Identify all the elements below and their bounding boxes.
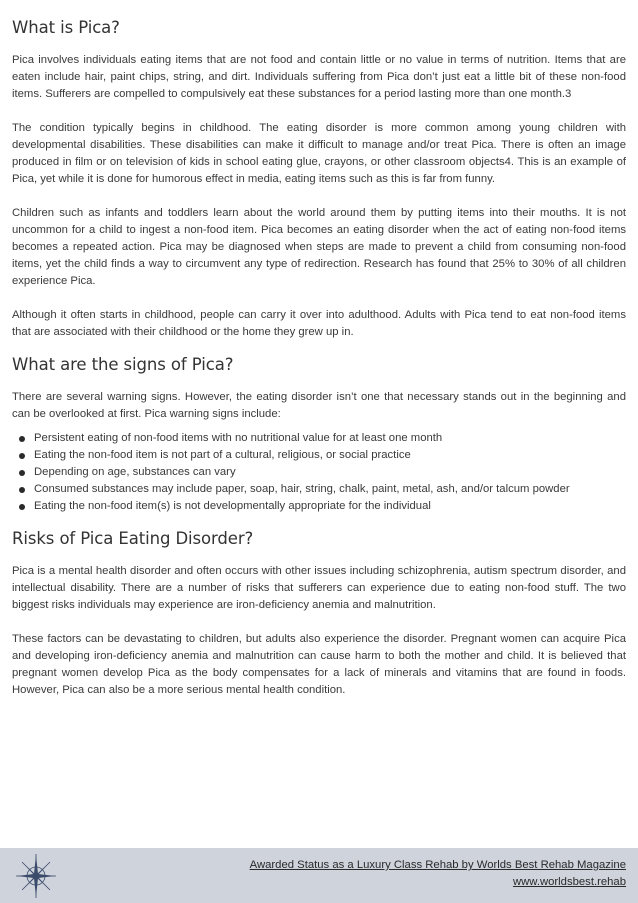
list-item — [34, 464, 626, 481]
heading-signs-of-pica: What are the signs of Pica? — [12, 355, 234, 374]
list-item-text: Eating the non-food item(s) is not developmentally appropriate for the individual — [34, 500, 431, 512]
paragraph: Pica involves individuals eating items that are not food and contain little or no value in terms of nutrition. Items that are eaten include hair, paint chips, string, and dirt. Individuals suffering from Pica don’t just eat a little bit of these non-food items. Sufferers are compelled to compulsively eat these substances for a period lasting more than one month.3 — [12, 54, 626, 100]
bullet-icon — [19, 453, 25, 459]
paragraph: The condition typically begins in childhood. The eating disorder is more common among young children with developmental disabilities. These disabilities can make it difficult to manage and/or treat Pica. There is often an image produced in film or on television of kids in school eating glue, crayons, or other classroom objects4. This is an example of Pica, yet while it is done for humorous effect in media, eating items such as this is far from funny. — [12, 122, 626, 185]
list-item-text: Persistent eating of non-food items with no nutritional value for at least one month — [34, 432, 443, 444]
paragraph: Children such as infants and toddlers learn about the world around them by putting items into their mouths. It is not uncommon for a child to ingest a non-food item. Pica becomes an eating disorder when the act of eating non-food items becomes a repeated action. Pica may be diagnosed when steps are made to prevent a child from consuming non-food items, yet the child finds a way to circumvent any type of redirection. Research has found that 25% to 30% of all children experience Pica. — [12, 207, 626, 287]
document-content — [12, 16, 626, 699]
list-item — [34, 430, 626, 447]
heading-risks-of-pica: Risks of Pica Eating Disorder? — [12, 529, 254, 548]
heading-what-is-pica: What is Pica? — [12, 18, 120, 37]
bullet-icon — [19, 436, 25, 442]
page-footer — [0, 848, 638, 903]
list-item — [34, 498, 626, 515]
bullet-icon — [19, 470, 25, 476]
website-link[interactable]: www.worldsbest.rehab — [512, 876, 626, 888]
paragraph: These factors can be devastating to children, but adults also experience the disorder. Pregnant women can acquire Pica and developing iron-deficiency anemia and malnutrition can cause harm to both the mother and child. It is believed that pregnant women develop Pica as the body compensates for a lack of minerals and vitamins that are found in foods. However, Pica can also be a more serious mental health condition. — [12, 633, 626, 696]
footer-links — [250, 857, 626, 891]
list-item-text: Depending on age, substances can vary — [34, 466, 236, 478]
bullet-icon — [19, 487, 25, 493]
paragraph: There are several warning signs. However, the eating disorder isn’t one that necessary stands out in the beginning and can be overlooked at first. Pica warning signs include: — [12, 391, 626, 420]
compass-star-icon — [14, 852, 58, 900]
list-item — [34, 447, 626, 464]
paragraph: Pica is a mental health disorder and often occurs with other issues including schizophrenia, autism spectrum disorder, and intellectual disability. There are a number of risks that sufferers can experience due to eating non-food stuff. The two biggest risks individuals may experience are iron-deficiency anemia and malnutrition. — [12, 565, 626, 611]
paragraph: Although it often starts in childhood, people can carry it over into adulthood. Adults with Pica tend to eat non-food items that are associated with their childhood or the home they grew up in. — [12, 309, 626, 338]
bullet-icon — [19, 504, 25, 510]
list-item — [34, 481, 626, 498]
warning-signs-list — [12, 430, 626, 515]
list-item-text: Eating the non-food item is not part of a cultural, religious, or social practice — [34, 449, 411, 461]
award-status-link[interactable]: Awarded Status as a Luxury Class Rehab by Worlds Best Rehab Magazine — [249, 859, 626, 871]
list-item-text: Consumed substances may include paper, soap, hair, string, chalk, paint, metal, ash, and/or talcum powder — [34, 483, 570, 495]
